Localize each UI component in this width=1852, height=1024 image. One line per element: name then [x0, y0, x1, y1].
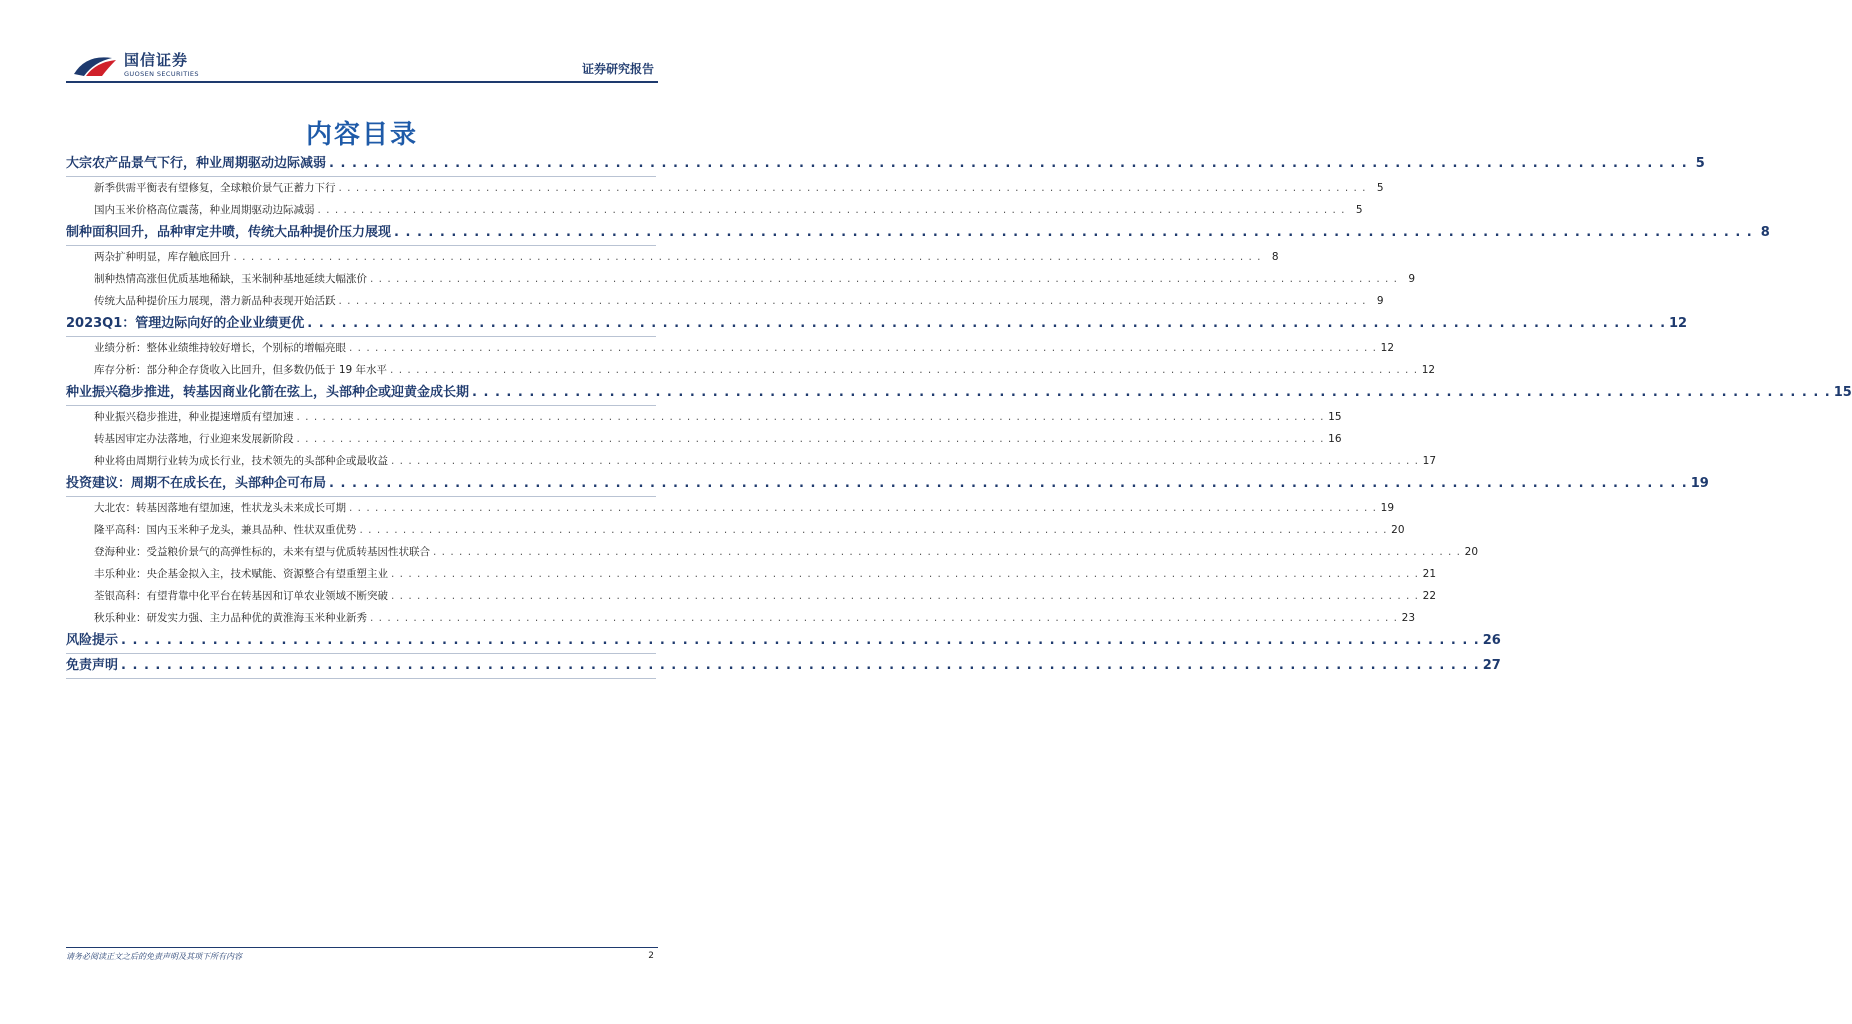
toc-entry-title: 种业振兴稳步推进，转基因商业化箭在弦上，头部种企或迎黄金成长期 — [66, 385, 470, 400]
toc-entry-page: 5 — [1355, 204, 1363, 216]
toc-entry-title: 投资建议：周期不在成长在，头部种企可布局 — [66, 476, 327, 491]
toc-section-entry[interactable] — [66, 312, 1688, 337]
toc-leader-dots — [360, 519, 1388, 541]
toc-leader-dots — [394, 221, 1753, 245]
toc-entry-title: 制种面积回升，品种审定井喷，传统大品种提价压力展现 — [66, 225, 392, 240]
toc-subsection-entry[interactable] — [66, 541, 1479, 563]
toc-entry-page: 15 — [1328, 411, 1342, 423]
toc-subsection-entry[interactable] — [66, 607, 1416, 629]
toc-entry-page: 15 — [1833, 385, 1852, 400]
toc-section-entry[interactable] — [66, 381, 1852, 406]
toc-subsection-entry[interactable] — [66, 177, 1384, 199]
toc-entry-page: 27 — [1482, 658, 1501, 673]
toc-entry-page: 23 — [1401, 612, 1416, 624]
footer-disclaimer-note: 请务必阅读正文之后的免责声明及其项下所有内容 — [66, 952, 242, 961]
toc-entry-title: 登海种业：受益粮价景气的高弹性标的，未来有望与优质转基因性状联合 — [94, 546, 430, 558]
toc-entry-title: 大宗农产品景气下行，种业周期驱动边际减弱 — [66, 156, 327, 171]
toc-leader-dots — [339, 290, 1367, 312]
toc-entry-page: 19 — [1690, 476, 1709, 491]
report-type-label: 证券研究报告 — [581, 62, 654, 76]
logo-english-name: GUOSEN SECURITIES — [124, 70, 199, 78]
toc-section-entry[interactable] — [66, 629, 1501, 654]
toc-entry-page: 5 — [1695, 156, 1705, 171]
toc-section-entry[interactable] — [66, 152, 1705, 177]
toc-section-entry[interactable] — [66, 472, 1709, 497]
toc-entry-title: 隆平高科：国内玉米种子龙头，兼具品种、性状双重优势 — [94, 524, 357, 536]
toc-section-entry[interactable] — [66, 221, 1770, 246]
toc-entry-title: 大北农：转基因落地有望加速，性状龙头未来成长可期 — [94, 502, 346, 514]
toc-entry-page: 17 — [1422, 455, 1437, 467]
toc-entry-title: 免责声明 — [66, 658, 119, 673]
toc-entry-title: 业绩分析：整体业绩维持较好增长，个别标的增幅亮眼 — [94, 342, 346, 354]
toc-subsection-entry[interactable] — [66, 290, 1384, 312]
toc-entry-title: 制种热情高涨但优质基地稀缺，玉米制种基地延续大幅涨价 — [94, 273, 367, 285]
guosen-logo-icon — [72, 52, 118, 78]
toc-subsection-entry[interactable] — [66, 359, 1436, 381]
toc-subsection-entry[interactable] — [66, 563, 1437, 585]
toc-leader-dots — [349, 337, 1377, 359]
toc-subsection-entry[interactable] — [66, 246, 1279, 268]
toc-leader-dots — [329, 472, 1688, 496]
logo-chinese-name: 国信证券 — [124, 51, 189, 69]
toc-subsection-entry[interactable] — [66, 428, 1342, 450]
table-of-contents — [66, 152, 1852, 679]
toc-section-entry[interactable] — [66, 654, 1501, 679]
page-header — [0, 0, 724, 90]
toc-leader-dots — [349, 497, 1377, 519]
toc-leader-dots — [339, 177, 1367, 199]
page-number: 2 — [648, 951, 654, 961]
toc-entry-page: 8 — [1271, 251, 1279, 263]
toc-leader-dots — [121, 654, 1480, 678]
toc-subsection-entry[interactable] — [66, 519, 1405, 541]
toc-subsection-entry[interactable] — [66, 406, 1342, 428]
toc-entry-page: 8 — [1760, 225, 1770, 240]
toc-entry-title: 2023Q1：管理边际向好的企业业绩更优 — [66, 316, 305, 331]
toc-leader-dots — [391, 585, 1419, 607]
toc-leader-dots — [472, 381, 1831, 405]
toc-entry-page: 20 — [1464, 546, 1479, 558]
toc-entry-title: 种业振兴稳步推进，种业提速增质有望加速 — [94, 411, 294, 423]
toc-leader-dots — [433, 541, 1461, 563]
header-divider — [66, 81, 658, 83]
toc-entry-title: 丰乐种业：央企基金拟入主，技术赋能、资源整合有望重塑主业 — [94, 568, 388, 580]
guosen-logo — [72, 52, 199, 78]
toc-entry-title: 传统大品种提价压力展现，潜力新品种表现开始活跃 — [94, 295, 336, 307]
toc-leader-dots — [329, 152, 1688, 176]
toc-entry-page: 9 — [1376, 295, 1384, 307]
toc-leader-dots — [318, 199, 1346, 221]
toc-subsection-entry[interactable] — [66, 497, 1395, 519]
toc-entry-title: 新季供需平衡表有望修复，全球粮价景气正蓄力下行 — [94, 182, 336, 194]
toc-entry-title: 两杂扩种明显，库存触底回升 — [94, 251, 231, 263]
toc-entry-page: 9 — [1408, 273, 1416, 285]
toc-entry-page: 21 — [1422, 568, 1437, 580]
toc-entry-title: 转基因审定办法落地，行业迎来发展新阶段 — [94, 433, 294, 445]
toc-leader-dots — [297, 406, 1325, 428]
toc-entry-page: 12 — [1421, 364, 1436, 376]
toc-subsection-entry[interactable] — [66, 450, 1437, 472]
toc-leader-dots — [390, 359, 1418, 381]
toc-leader-dots — [307, 312, 1666, 336]
toc-entry-page: 12 — [1380, 342, 1395, 354]
toc-subsection-entry[interactable] — [66, 268, 1416, 290]
toc-leader-dots — [391, 563, 1419, 585]
toc-entry-page: 16 — [1328, 433, 1342, 445]
toc-entry-title: 库存分析：部分种企存货收入比回升，但多数仍低于 19 年水平 — [94, 364, 388, 376]
toc-leader-dots — [297, 428, 1325, 450]
toc-entry-page: 5 — [1376, 182, 1384, 194]
toc-entry-page: 22 — [1422, 590, 1437, 602]
toc-leader-dots — [234, 246, 1262, 268]
toc-leader-dots — [370, 268, 1398, 290]
toc-leader-dots — [121, 629, 1480, 653]
toc-subsection-entry[interactable] — [66, 199, 1363, 221]
toc-subsection-entry[interactable] — [66, 337, 1395, 359]
toc-subsection-entry[interactable] — [66, 585, 1437, 607]
toc-entry-title: 荃银高科：有望背靠中化平台在转基因和订单农业领域不断突破 — [94, 590, 388, 602]
toc-leader-dots — [391, 450, 1419, 472]
toc-title: 内容目录 — [305, 120, 418, 150]
toc-leader-dots — [370, 607, 1398, 629]
toc-entry-title: 种业将由周期行业转为成长行业，技术领先的头部种企或最收益 — [94, 455, 388, 467]
toc-entry-title: 国内玉米价格高位震荡，种业周期驱动边际减弱 — [94, 204, 315, 216]
toc-entry-title: 秋乐种业：研发实力强、主力品种优的黄淮海玉米种业新秀 — [94, 612, 367, 624]
footer-divider — [66, 947, 658, 948]
toc-entry-title: 风险提示 — [66, 633, 119, 648]
toc-entry-page: 12 — [1669, 316, 1688, 331]
toc-entry-page: 19 — [1380, 502, 1395, 514]
toc-entry-page: 26 — [1482, 633, 1501, 648]
toc-entry-page: 20 — [1391, 524, 1405, 536]
